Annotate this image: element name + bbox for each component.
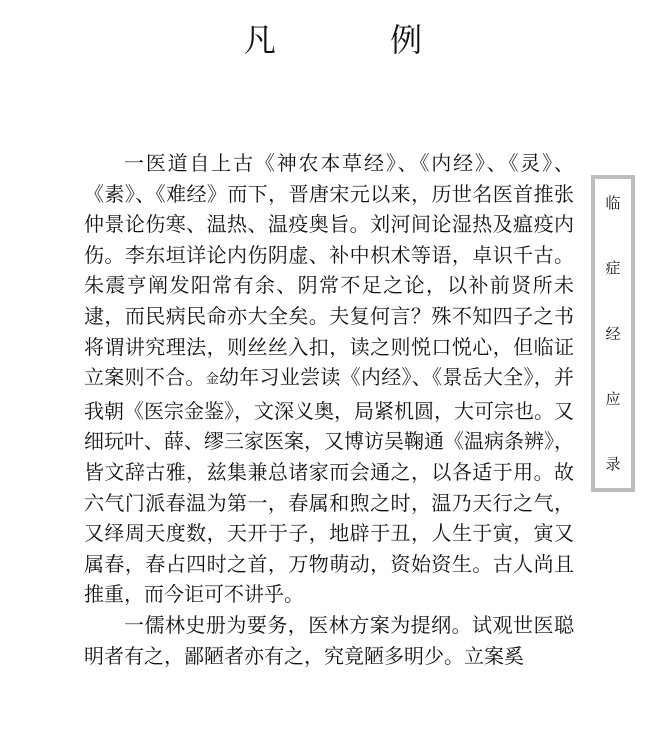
side-tab-char: 录 [605, 455, 621, 473]
page-title: 凡 例 [243, 21, 475, 59]
side-tab-char: 经 [605, 324, 621, 343]
paragraph-text: 一医道自上古《神农本草经》、《内经》、《灵》、《素》、《难经》而下，晋唐宋元以来，历世名医首推张仲景论伤寒、温热、温疫奥旨。刘河间论湿热及瘟疫内伤。李东垣详论内伤阴虚、补中枳术等语，卓识千古。朱震亨阐发阳常有余、阴常不足之论，以补前贤所未逮，而民病民命亦大全矣。夫复何言？殊不知四子之书将谓讲究理法，则丝丝入扣，读之则悦口悦心，但临证立案则不合。 [84, 151, 574, 390]
body-text [84, 148, 574, 671]
side-tab-char: 应 [605, 389, 621, 408]
paragraph-text: 幼年习业尝读《内经》、《景岳大全》，并我朝《医宗金鉴》，文深义奥，局紧机圆，大可宗也。又细玩叶、薛、缪三家医案，又博访吴鞠通《温病条辨》，皆文辞古雅，兹集兼总诸家而会通之，以各适于用。故六气门派春温为第一，春属和煦之时，温乃天行之气，又绎周天度数，天开于子，地辟于丑，人生于寅，寅又属春，春占四时之首，万物萌动，资始资生。古人尚且推重，而今讵可不讲乎。 [84, 365, 574, 607]
paragraph [84, 610, 574, 671]
author-self-reference: 金 [205, 372, 219, 388]
book-title-side-tab [591, 175, 635, 492]
side-tab-char: 症 [605, 259, 621, 278]
paragraph [84, 148, 574, 610]
side-tab-char: 临 [605, 194, 621, 212]
paragraph-text: 一儒林史册为要务，医林方案为提纲。试观世医聪明者有之，鄙陋者亦有之，究竟陋多明少。立案奚 [84, 612, 574, 668]
